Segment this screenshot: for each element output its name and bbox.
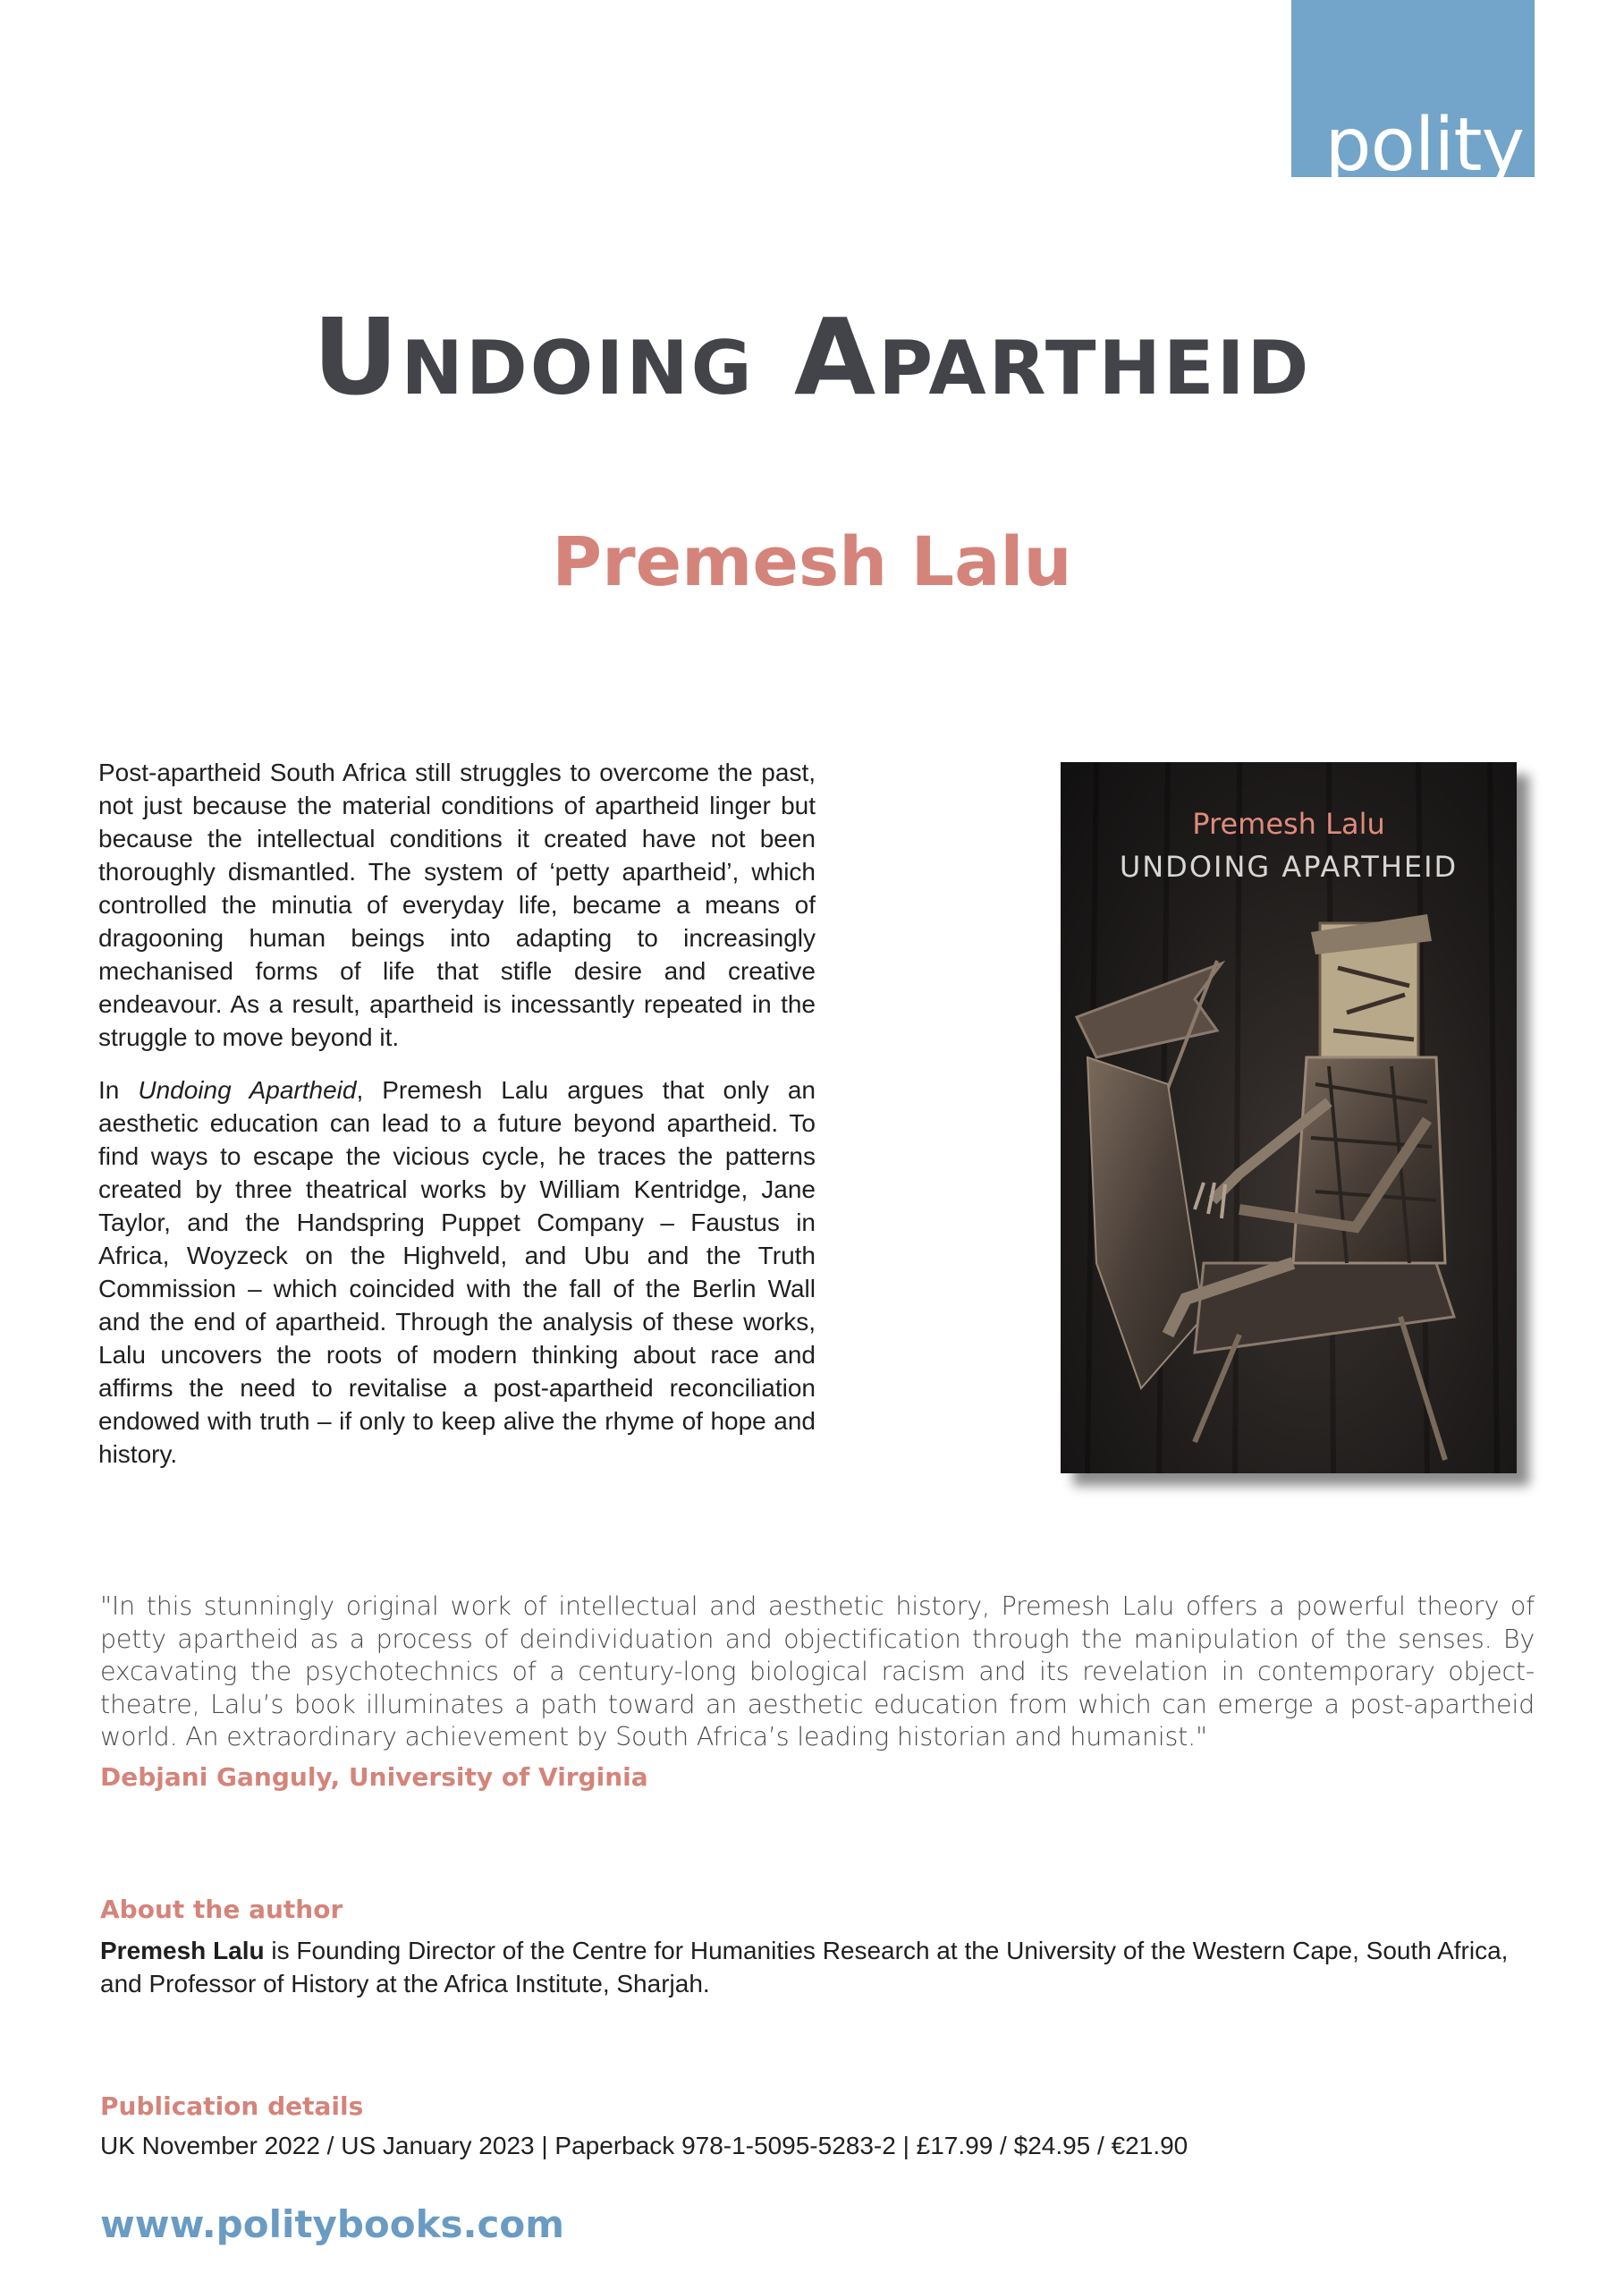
cover-author: Premesh Lalu [1192, 807, 1385, 841]
author-name: Premesh Lalu [552, 522, 1072, 601]
publication-details-heading: Publication details [100, 2091, 364, 2121]
publisher-logo-text: polity [1324, 103, 1524, 188]
cover-title: UNDOING APARTHEID [1119, 850, 1459, 884]
about-author-heading: About the author [100, 1895, 343, 1924]
book-title: Undoing Apartheid [312, 295, 1312, 419]
book-cover-image [1061, 762, 1517, 1473]
website-link[interactable]: www.politybooks.com [100, 2202, 565, 2246]
description-paragraph-2: In Undoing Apartheid, Premesh Lalu argues that only an aesthetic education can lead to a future beyond apartheid. To find ways to escape the vicious cycle, he traces the patterns created by three theatrical works by William Kentridge, Jane Taylor, and the Handspring Puppet Company – Faustus in Africa, Woyzeck on the Highveld, and Ubu and the Truth Commission – which coincided with the fall of the Berlin Wall and the end of apartheid. Through the analysis of these works, Lalu uncovers the roots of modern thinking about race and affirms the need to revitalise a post-apartheid reconciliation endowed with truth – if only to keep alive the rhyme of hope and history. [98, 1076, 816, 1468]
publisher-logo [1291, 0, 1535, 188]
about-author-text: Premesh Lalu is Founding Director of the Centre for Humanities Research at the University of the Western Cape, South Africa, and Professor of History at the Africa Institute, Sharjah. [100, 1937, 1509, 1997]
endorsement-quote: "In this stunningly original work of intellectual and aesthetic history, Premesh Lalu offers a powerful theory of petty apartheid as a process of deindividuation and objectification through the manipulation of the senses. By excavating the psychotechnics of a century-long biological racism and its revelation in contemporary object-theatre, Lalu’s book illuminates a path toward an aesthetic education from which can emerge a post-apartheid world. An extraordinary achievement by South Africa’s leading historian and humanist." [100, 1591, 1535, 1751]
publication-details-text: UK November 2022 / US January 2023 | Paperback 978-1-5095-5283-2 | £17.99 / $24.95 / €21.90 [100, 2132, 1188, 2159]
book-description [98, 756, 816, 1490]
about-author-name: Premesh Lalu [100, 1937, 265, 1964]
description-paragraph-1: Post-apartheid South Africa still struggles to overcome the past, not just because the material conditions of apartheid linger but because the intellectual conditions it created have not been thoroughly dismantled. The system of ‘petty apartheid’, which controlled the minutia of everyday life, became a means of dragooning human beings into adapting to increasingly mechanised forms of life that stifle desire and creative endeavour. As a result, apartheid is incessantly repeated in the struggle to move beyond it. [98, 759, 816, 1051]
book-title-italic: Undoing Apartheid [138, 1076, 357, 1104]
endorsement-source: Debjani Ganguly, University of Virginia [100, 1762, 648, 1792]
